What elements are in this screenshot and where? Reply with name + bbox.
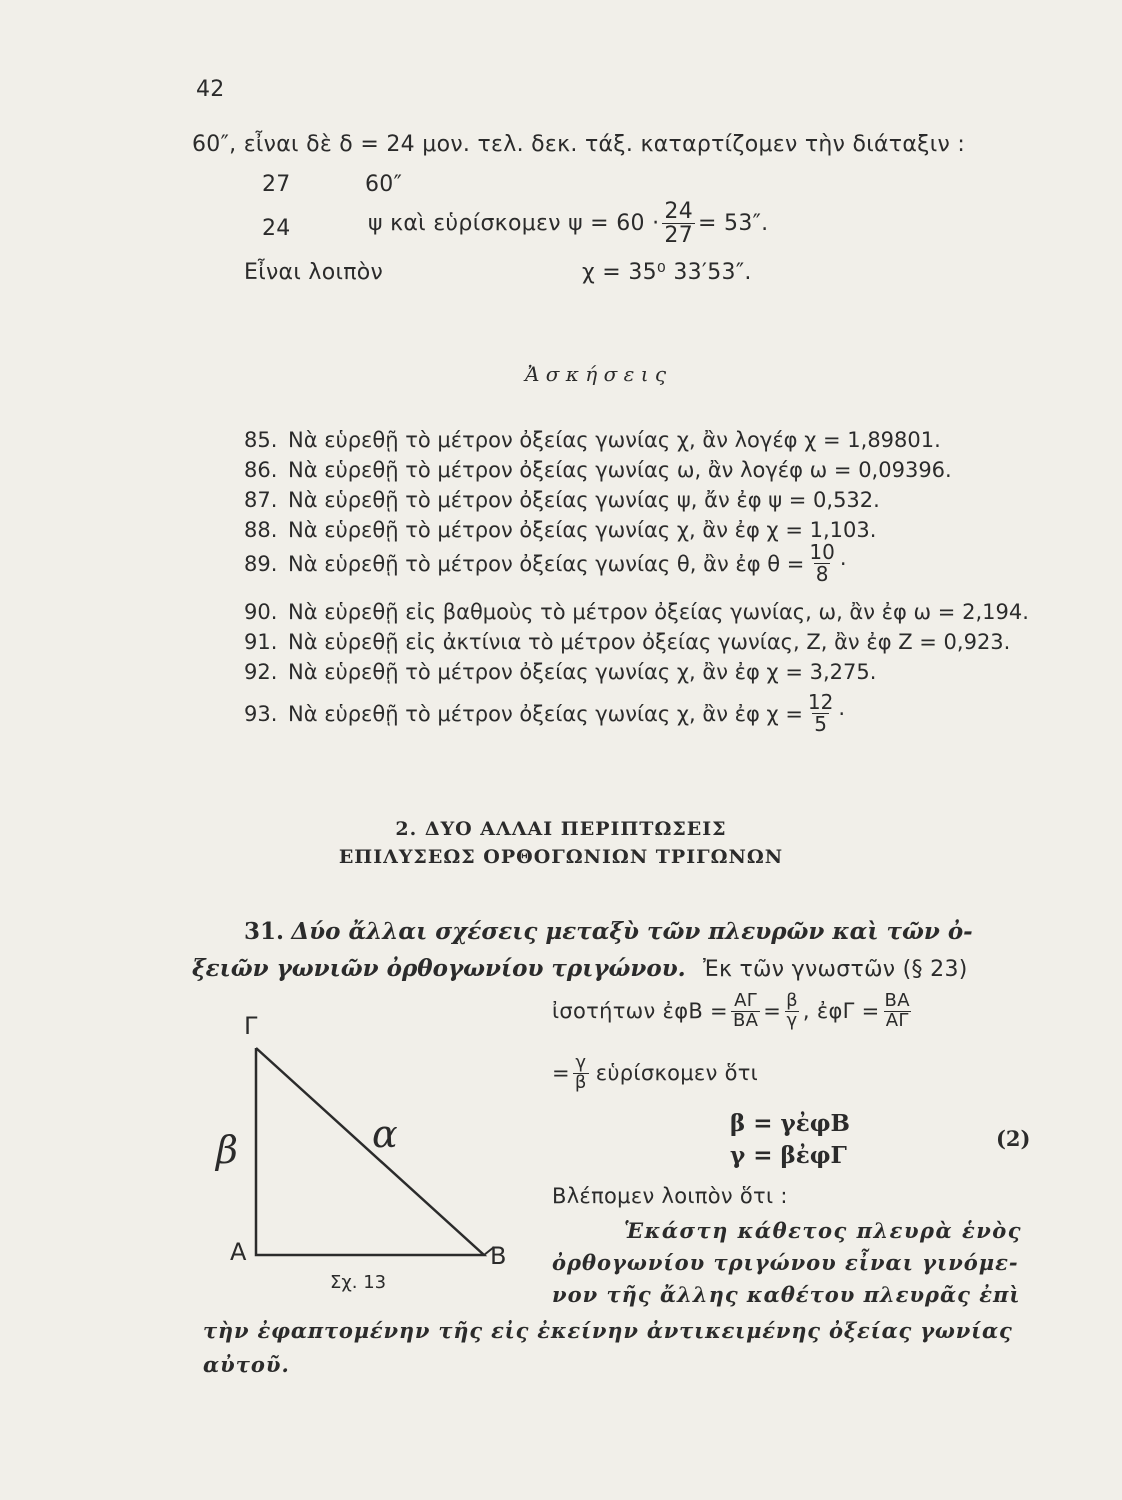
exercise-tail: · bbox=[839, 551, 847, 576]
vertex-alpha: Α bbox=[230, 1238, 247, 1266]
intro-row1-b: 60″ bbox=[365, 172, 403, 197]
intro-fraction bbox=[662, 200, 695, 247]
rule-line: τὴν ἐφαπτομένην τῆς εἰς ἐκείνην ἀντικειμένης ὀξείας γωνίας bbox=[203, 1318, 1013, 1343]
rule-line: Ἑκάστη κάθετος πλευρὰ ἑνὸς bbox=[624, 1218, 1023, 1243]
exercises-title: Ἀ σ κ ή σ ε ι ς bbox=[525, 362, 667, 386]
exercise-frac-num: 12 bbox=[807, 690, 834, 714]
exercise-item bbox=[244, 428, 941, 452]
eq-fraction bbox=[731, 992, 760, 1031]
exercise-item bbox=[244, 692, 845, 735]
exercise-number: 93. bbox=[244, 701, 278, 726]
exercise-text: Νὰ εὑρεθῇ τὸ μέτρον ὀξείας γωνίας θ, ἂν ἐφ θ = bbox=[288, 551, 805, 576]
eq-frac-num: γ bbox=[575, 1052, 587, 1073]
eq-frac-den: γ bbox=[786, 1009, 798, 1031]
intro-frac-num: 24 bbox=[664, 199, 694, 224]
intro-frac-den: 27 bbox=[664, 223, 694, 249]
paragraph-number: 31. bbox=[244, 918, 285, 945]
section-heading-line1: 2. ΔΥΟ ΑΛΛΑΙ ΠΕΡΙΠΤΩΣΕΙΣ bbox=[395, 818, 727, 840]
intro-row2-a: 24 bbox=[262, 216, 291, 241]
exercise-number: 85. bbox=[244, 428, 278, 452]
eq-frac-den: ΒΑ bbox=[732, 1009, 759, 1031]
exercise-item bbox=[244, 518, 876, 542]
eq-frac-num: ΑΓ bbox=[734, 990, 758, 1011]
paragraph-title-line1 bbox=[244, 918, 973, 945]
paragraph-title-tail: Ἐκ τῶν γνωστῶν (§ 23) bbox=[703, 957, 968, 982]
see-line: Βλέπομεν λοιπὸν ὅτι : bbox=[552, 1184, 788, 1208]
formula-number: (2) bbox=[996, 1126, 1031, 1151]
rule-line: αὐτοῦ. bbox=[203, 1352, 290, 1377]
section-heading-line2: ΕΠΙΛΥΣΕΩΣ ΟΡΘΟΓΩΝΙΩΝ ΤΡΙΓΩΝΩΝ bbox=[338, 846, 784, 868]
exercise-fraction bbox=[806, 692, 835, 735]
equation-line2 bbox=[552, 1054, 758, 1093]
eq-fraction bbox=[573, 1054, 589, 1093]
rule-line: νον τῆς ἄλλης καθέτου πλευρᾶς ἐπὶ bbox=[552, 1282, 1021, 1307]
eq-frac-num: ΒΑ bbox=[884, 990, 910, 1011]
exercise-text: Νὰ εὑρεθῇ τὸ μέτρον ὀξείας γωνίας χ, ἂν ἐφ χ = 3,275. bbox=[288, 660, 877, 684]
exercise-number: 89. bbox=[244, 551, 278, 576]
exercise-text: Νὰ εὑρεθῇ εἰς ἀκτίνια τὸ μέτρον ὀξείας γωνίας, Ζ, ἂν ἐφ Ζ = 0,923. bbox=[288, 630, 1011, 654]
eq-frac-num: β bbox=[786, 990, 798, 1011]
exercise-number: 90. bbox=[244, 600, 278, 624]
exercise-frac-den: 5 bbox=[814, 712, 828, 736]
eq-frac-den: β bbox=[574, 1071, 587, 1093]
eq1-a: ἰσοτήτων ἐφΒ = bbox=[552, 999, 728, 1024]
eq-frac-den: ΑΓ bbox=[885, 1009, 909, 1031]
eq-fraction bbox=[784, 992, 800, 1031]
eq1-c: , ἐφΓ = bbox=[802, 999, 880, 1024]
exercise-text: Νὰ εὑρεθῇ τὸ μέτρον ὀξείας γωνίας χ, ἂν λογέφ χ = 1,89801. bbox=[288, 428, 941, 452]
exercise-item bbox=[244, 630, 1010, 654]
paragraph-title-line2 bbox=[192, 955, 968, 982]
exercise-text: Νὰ εὑρεθῇ εἰς βαθμοὺς τὸ μέτρον ὀξείας γωνίας, ω, ἂν ἐφ ω = 2,194. bbox=[288, 600, 1029, 624]
exercise-text: Νὰ εὑρεθῇ τὸ μέτρον ὀξείας γωνίας ψ, ἄν ἐφ ψ = 0,532. bbox=[288, 488, 880, 512]
exercise-text: Νὰ εὑρεθῇ τὸ μέτρον ὀξείας γωνίας χ, ἂν ἐφ χ = bbox=[288, 701, 803, 726]
paragraph-title-b: ξειῶν γωνιῶν ὀρθογωνίου τριγώνου. bbox=[192, 955, 686, 982]
eq-fraction bbox=[883, 992, 912, 1031]
exercise-number: 88. bbox=[244, 518, 278, 542]
exercise-frac-num: 10 bbox=[809, 540, 835, 564]
exercise-text: Νὰ εὑρεθῇ τὸ μέτρον ὀξείας γωνίας ω, ἂν λογέφ ω = 0,09396. bbox=[288, 458, 952, 482]
exercise-item bbox=[244, 600, 1029, 624]
exercise-number: 92. bbox=[244, 660, 278, 684]
exercise-number: 86. bbox=[244, 458, 278, 482]
exercise-tail: · bbox=[838, 701, 846, 726]
side-alpha-label: α bbox=[372, 1112, 398, 1156]
exercise-item bbox=[244, 488, 880, 512]
intro-line: 60″, εἶναι δὲ δ = 24 μον. τελ. δεκ. τάξ. καταρτίζομεν τὴν διάταξιν : bbox=[192, 132, 966, 157]
exercise-item bbox=[244, 458, 952, 482]
intro-row3-a: Εἶναι λοιπὸν bbox=[244, 260, 384, 285]
exercise-fraction bbox=[807, 542, 836, 585]
figure-caption: Σχ. 13 bbox=[330, 1272, 387, 1293]
eq2-a: = bbox=[552, 1061, 570, 1086]
exercise-number: 87. bbox=[244, 488, 278, 512]
exercise-frac-den: 8 bbox=[815, 562, 829, 586]
exercise-number: 91. bbox=[244, 630, 278, 654]
side-beta-label: β bbox=[216, 1128, 238, 1172]
exercise-item bbox=[244, 542, 847, 585]
formula-2: γ = βἐφΓ bbox=[730, 1142, 847, 1169]
exercise-text: Νὰ εὑρεθῇ τὸ μέτρον ὀξείας γωνίας χ, ἂν ἐφ χ = 1,103. bbox=[288, 518, 877, 542]
formula-1: β = γἐφΒ bbox=[730, 1110, 850, 1137]
intro-row3-b: χ = 35⁰ 33′53″. bbox=[582, 260, 752, 285]
rule-line: ὀρθογωνίου τριγώνου εἶναι γινόμε- bbox=[552, 1250, 1019, 1275]
paragraph-title-a: Δύο ἄλλαι σχέσεις μεταξὺ τῶν πλευρῶν καὶ τῶν ὀ- bbox=[291, 918, 973, 945]
vertex-beta: Β bbox=[490, 1242, 507, 1270]
eq1-b: = bbox=[763, 999, 782, 1024]
page-number: 42 bbox=[196, 77, 225, 102]
equation-line1 bbox=[552, 992, 915, 1031]
vertex-gamma: Γ bbox=[244, 1012, 258, 1040]
intro-row1-a: 27 bbox=[262, 172, 291, 197]
exercise-item bbox=[244, 660, 876, 684]
intro-row2-equation bbox=[368, 200, 768, 247]
intro-row2-text: ψ καὶ εὑρίσκομεν ψ = 60 · bbox=[368, 211, 660, 237]
eq2-b: εὑρίσκομεν ὅτι bbox=[595, 1061, 759, 1086]
intro-row2-end: = 53″. bbox=[698, 211, 769, 237]
triangle-shape bbox=[256, 1048, 484, 1255]
